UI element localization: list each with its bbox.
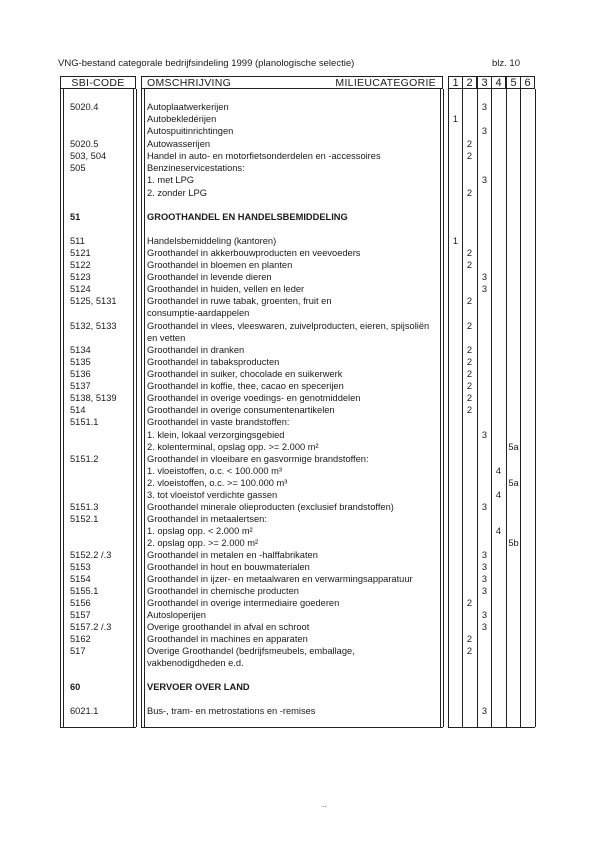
sbi-code: 5134 <box>70 345 91 355</box>
table-row <box>0 525 605 537</box>
table-bottom-line <box>448 727 535 728</box>
milieucategorie-value: 2 <box>466 248 473 258</box>
milieucategorie-value: 2 <box>466 139 473 149</box>
table-row <box>0 477 605 489</box>
table-row <box>0 537 605 549</box>
table-row <box>0 344 605 356</box>
sbi-code: 5155.1 <box>70 586 99 596</box>
description: Groothandel in bloemen en planten <box>147 260 293 270</box>
description: Autospuitinrichtingen <box>147 126 234 136</box>
milieucategorie-value: 5a <box>508 442 519 452</box>
column-header-category-3: 3 <box>477 76 492 89</box>
table-row <box>0 150 605 162</box>
sbi-code: 5153 <box>70 562 91 572</box>
description: Groothandel in huiden, vellen en leder <box>147 284 305 294</box>
milieucategorie-value: 3 <box>481 272 488 282</box>
sbi-code: 5157.2 /.3 <box>70 622 112 632</box>
table-bottom-line <box>141 727 443 728</box>
description: Groothandel in levende dieren <box>147 272 272 282</box>
table-row <box>0 235 605 247</box>
sbi-code: 5156 <box>70 598 91 608</box>
milieucategorie-value: 2 <box>466 345 473 355</box>
description: 1. klein, lokaal verzorgingsgebied <box>147 430 285 440</box>
table-row <box>0 380 605 392</box>
milieucategorie-value: 2 <box>466 188 473 198</box>
sbi-code: 5157 <box>70 610 91 620</box>
column-header-category-5: 5 <box>506 76 521 89</box>
milieucategorie-value: 3 <box>481 502 488 512</box>
sbi-code: 5123 <box>70 272 91 282</box>
table-row <box>0 162 605 174</box>
table-row <box>0 247 605 259</box>
table-row <box>0 138 605 150</box>
milieucategorie-value: 3 <box>481 175 488 185</box>
description: consumptie-aardappelen <box>147 308 250 318</box>
description: Groothandel in overige voedings- en genotmiddelen <box>147 393 361 403</box>
milieucategorie-value: 2 <box>466 321 473 331</box>
table-row <box>0 597 605 609</box>
sbi-code: 517 <box>70 646 86 656</box>
column-header-omschrijving-label: OMSCHRIJVING <box>147 77 232 89</box>
description: Groothandel in overige consumentenartikelen <box>147 405 335 415</box>
milieucategorie-value: 3 <box>481 622 488 632</box>
section-heading-row <box>0 211 605 223</box>
milieucategorie-value: 2 <box>466 296 473 306</box>
table-row <box>0 429 605 441</box>
milieucategorie-value: 2 <box>466 393 473 403</box>
description: Groothandel in overige intermediaire goederen <box>147 598 340 608</box>
table-row <box>0 705 605 717</box>
table-row <box>0 101 605 113</box>
milieucategorie-value: 3 <box>481 430 488 440</box>
column-header-category-6: 6 <box>520 76 535 89</box>
table-row <box>0 657 605 669</box>
milieucategorie-value: 3 <box>481 610 488 620</box>
description: Groothandel in machines en apparaten <box>147 634 308 644</box>
table-row <box>0 441 605 453</box>
milieucategorie-value: 4 <box>495 466 502 476</box>
sbi-code: 5132, 5133 <box>70 321 117 331</box>
milieucategorie-value: 3 <box>481 562 488 572</box>
description: Groothandel in hout en bouwmaterialen <box>147 562 310 572</box>
column-header-sbi-code: SBI-CODE <box>60 76 136 89</box>
column-header-category-4: 4 <box>491 76 506 89</box>
document-title: VNG-bestand categorale bedrijfsindeling 1999 (planologische selectie) <box>58 58 355 69</box>
milieucategorie-value: 2 <box>466 357 473 367</box>
description: Groothandel in dranken <box>147 345 245 355</box>
description: Handel in auto- en motorfietsonderdelen en -accessoires <box>147 151 381 161</box>
sbi-code: 5020.5 <box>70 139 99 149</box>
sbi-code: 5122 <box>70 260 91 270</box>
table-row <box>0 332 605 344</box>
table-row <box>0 645 605 657</box>
sbi-code: 51 <box>70 212 81 222</box>
milieucategorie-value: 3 <box>481 284 488 294</box>
sbi-code: 505 <box>70 163 86 173</box>
sbi-code: 5137 <box>70 381 91 391</box>
section-title: GROOTHANDEL EN HANDELSBEMIDDELING <box>147 212 348 222</box>
table-row <box>0 404 605 416</box>
description: 1. met LPG <box>147 175 195 185</box>
description: 3. tot vloeistof verdichte gassen <box>147 490 278 500</box>
milieucategorie-value: 2 <box>466 369 473 379</box>
description: Autosloperijen <box>147 610 206 620</box>
description: Autobekledérijen <box>147 114 217 124</box>
table-row <box>0 585 605 597</box>
milieucategorie-value: 5b <box>508 538 519 548</box>
description: 1. opslag opp. < 2.000 m² <box>147 526 253 536</box>
sbi-code: 5162 <box>70 634 91 644</box>
table-row <box>0 501 605 513</box>
table-row <box>0 621 605 633</box>
column-header-category-1: 1 <box>448 76 463 89</box>
table-row <box>0 356 605 368</box>
table-row <box>0 633 605 645</box>
table-row <box>0 489 605 501</box>
milieucategorie-value: 3 <box>481 706 488 716</box>
description: Groothandel in tabaksproducten <box>147 357 280 367</box>
column-header-omschrijving <box>141 76 443 89</box>
sbi-code: 511 <box>70 236 85 246</box>
milieucategorie-value: 3 <box>481 126 488 136</box>
column-header-milieucategorie: MILIEUCATEGORIE <box>335 77 436 89</box>
table-row <box>0 187 605 199</box>
description: Groothandel in metaalertsen: <box>147 514 267 524</box>
table-row <box>0 609 605 621</box>
description: en vetten <box>147 333 186 343</box>
description: Groothandel in vaste brandstoffen: <box>147 417 290 427</box>
milieucategorie-value: 2 <box>466 598 473 608</box>
milieucategorie-value: 3 <box>481 102 488 112</box>
milieucategorie-value: 1 <box>452 114 459 124</box>
sbi-code: 5121 <box>70 248 91 258</box>
milieucategorie-value: 5a <box>508 478 519 488</box>
table-row <box>0 307 605 319</box>
table-row <box>0 392 605 404</box>
table-row <box>0 573 605 585</box>
sbi-code: 514 <box>70 405 86 415</box>
description: Groothandel in suiker, chocolade en suikerwerk <box>147 369 343 379</box>
table-row <box>0 416 605 428</box>
sbi-code: 503, 504 <box>70 151 107 161</box>
footer-mark: .. <box>322 800 327 809</box>
description: Overige groothandel in afval en schroot <box>147 622 310 632</box>
sbi-code: 5151.2 <box>70 454 99 464</box>
table-row <box>0 295 605 307</box>
sbi-code: 5138, 5139 <box>70 393 117 403</box>
description: Groothandel minerale olieproducten (exclusief brandstoffen) <box>147 502 394 512</box>
section-title: VERVOER OVER LAND <box>147 682 250 692</box>
sbi-code: 5136 <box>70 369 91 379</box>
description: 2. vloeistoffen, o.c. >= 100.000 m³ <box>147 478 288 488</box>
table-row <box>0 271 605 283</box>
section-heading-row <box>0 681 605 693</box>
sbi-code: 5151.1 <box>70 417 99 427</box>
page-number: blz. 10 <box>492 58 520 69</box>
column-header-category-2: 2 <box>462 76 477 89</box>
description: vakbenodigdheden e.d. <box>147 658 244 668</box>
description: 2. zonder LPG <box>147 188 207 198</box>
milieucategorie-value: 4 <box>495 490 502 500</box>
description: Groothandel in chemische producten <box>147 586 299 596</box>
description: Groothandel in vlees, vleeswaren, zuivelproducten, eieren, spijsoliën <box>147 321 430 331</box>
sbi-code: 5154 <box>70 574 91 584</box>
milieucategorie-value: 3 <box>481 574 488 584</box>
table-row <box>0 549 605 561</box>
table-row <box>0 368 605 380</box>
description: Benzineservicestations: <box>147 163 245 173</box>
milieucategorie-value: 2 <box>466 151 473 161</box>
milieucategorie-value: 2 <box>466 381 473 391</box>
table-row <box>0 513 605 525</box>
table-bottom-line <box>60 727 136 728</box>
table-row <box>0 283 605 295</box>
milieucategorie-value: 1 <box>452 236 459 246</box>
sbi-code: 5152.1 <box>70 514 99 524</box>
table-row <box>0 465 605 477</box>
description: 2. opslag opp. >= 2.000 m² <box>147 538 259 548</box>
table-row <box>0 174 605 186</box>
description: Groothandel in ijzer- en metaalwaren en verwarmingsapparatuur <box>147 574 413 584</box>
description: Bus-, tram- en metrostations en -remises <box>147 706 316 716</box>
milieucategorie-value: 2 <box>466 405 473 415</box>
description: 2. kolenterminal, opslag opp. >= 2.000 m² <box>147 442 319 452</box>
description: Groothandel in vloeibare en gasvormige brandstoffen: <box>147 454 369 464</box>
description: Autowasserijen <box>147 139 211 149</box>
milieucategorie-value: 2 <box>466 634 473 644</box>
description: Groothandel in akkerbouwproducten en veevoeders <box>147 248 361 258</box>
table-row <box>0 453 605 465</box>
sbi-code: 5151.3 <box>70 502 99 512</box>
description: Groothandel in koffie, thee, cacao en specerijen <box>147 381 344 391</box>
description: Groothandel in metalen en -halffabrikaten <box>147 550 318 560</box>
description: Overige Groothandel (bedrijfsmeubels, emballage, <box>147 646 355 656</box>
sbi-code: 5125, 5131 <box>70 296 117 306</box>
table-row <box>0 561 605 573</box>
milieucategorie-value: 3 <box>481 586 488 596</box>
description: Groothandel in ruwe tabak, groenten, fruit en <box>147 296 332 306</box>
sbi-code: 5135 <box>70 357 91 367</box>
milieucategorie-value: 4 <box>495 526 502 536</box>
sbi-code: 5020.4 <box>70 102 99 112</box>
table-row <box>0 125 605 137</box>
table-row <box>0 320 605 332</box>
sbi-code: 60 <box>70 682 81 692</box>
milieucategorie-value: 3 <box>481 550 488 560</box>
description: Autoplaatwerkerijen <box>147 102 229 112</box>
table-row <box>0 113 605 125</box>
sbi-code: 5152.2 /.3 <box>70 550 112 560</box>
milieucategorie-value: 2 <box>466 646 473 656</box>
sbi-code: 5124 <box>70 284 91 294</box>
description: Handelsbemiddeling (kantoren) <box>147 236 277 246</box>
milieucategorie-value: 2 <box>466 260 473 270</box>
table-row <box>0 259 605 271</box>
sbi-code: 6021.1 <box>70 706 99 716</box>
description: 1. vloeistoffen, o.c. < 100.000 m³ <box>147 466 282 476</box>
